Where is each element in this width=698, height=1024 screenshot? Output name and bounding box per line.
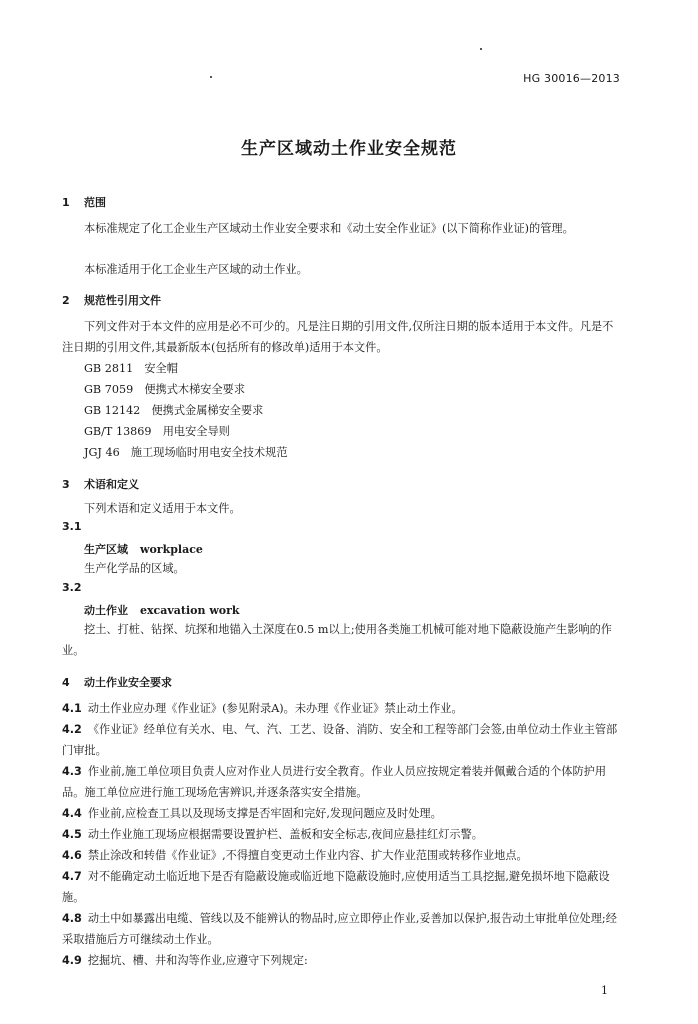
clause-number: 4.4: [62, 807, 82, 820]
term-chinese: 生产区域: [84, 543, 128, 556]
term-chinese: 动土作业: [84, 604, 128, 617]
term-definition: 生产化学品的区域。: [84, 562, 185, 575]
clause: [62, 719, 622, 761]
clause-text: 动土作业应办理《作业证》(参见附录A)。未办理《作业证》禁止动土作业。: [87, 702, 463, 715]
clause-text: 作业前,施工单位项目负责人应对作业人员进行安全教育。作业人员应按规定着装并佩戴合适的个体防护用品。施工单位应进行施工现场危害辨识,并逐条落实安全措施。: [62, 765, 607, 799]
standard-code: HG 30016—2013: [523, 72, 620, 85]
paragraph: 下列术语和定义适用于本文件。: [84, 502, 241, 515]
paragraph: 本标准规定了化工企业生产区域动土作业安全要求和《动土安全作业证》(以下简称作业证)的管理。: [84, 222, 574, 235]
term-english: excavation work: [140, 604, 240, 617]
paragraph: 本标准适用于化工企业生产区域的动土作业。: [84, 263, 308, 276]
section-number: 3: [62, 478, 70, 491]
section-title: 术语和定义: [84, 478, 139, 491]
clause-number: 4.3: [62, 765, 82, 778]
clause-text: 动土作业施工现场应根据需要设置护栏、盖板和安全标志,夜间应悬挂红灯示警。: [87, 828, 483, 841]
clause: [62, 866, 622, 908]
term-number: 3.1: [62, 520, 82, 533]
reference-item: GB 7059 便携式木梯安全要求: [84, 383, 246, 396]
clause-number: 4.6: [62, 849, 82, 862]
clause: [62, 824, 622, 845]
clause: [62, 908, 622, 950]
term-definition: 挖土、打桩、钻探、坑探和地锚入土深度在0.5 m以上;使用各类施工机械可能对地下隐蔽设施产生影响的作业。: [62, 623, 612, 657]
paragraph: 下列文件对于本文件的应用是必不可少的。凡是注日期的引用文件,仅所注日期的版本适用于本文件。凡是不注日期的引用文件,其最新版本(包括所有的修改单)适用于本文件。: [62, 320, 614, 354]
section-number: 2: [62, 294, 70, 307]
reference-item: GB 12142 便携式金属梯安全要求: [84, 404, 264, 417]
scan-speck: [210, 76, 212, 78]
scan-speck: [480, 48, 482, 50]
clause-text: 作业前,应检查工具以及现场支撑是否牢固和完好,发现问题应及时处理。: [87, 807, 442, 820]
section-2-heading: [62, 292, 161, 308]
clause-number: 4.2: [62, 723, 82, 736]
clause: [62, 803, 622, 824]
clause-number: 4.9: [62, 954, 82, 967]
section-1-heading: [62, 194, 106, 210]
term-heading: [84, 602, 240, 618]
term-english: workplace: [140, 543, 203, 556]
section-title: 规范性引用文件: [84, 294, 161, 307]
reference-item: GB 2811 安全帽: [84, 362, 178, 375]
clause-text: 挖掘坑、槽、井和沟等作业,应遵守下列规定:: [87, 954, 308, 967]
clause-text: 对不能确定动土临近地下是否有隐蔽设施或临近地下隐蔽设施时,应使用适当工具挖掘,避免损坏地下隐蔽设施。: [62, 870, 610, 904]
clause: [62, 845, 622, 866]
document-title: 生产区域动土作业安全规范: [241, 139, 457, 159]
clause-number: 4.8: [62, 912, 82, 925]
reference-item: JGJ 46 施工现场临时用电安全技术规范: [84, 446, 288, 459]
clause-text: 《作业证》经单位有关水、电、气、汽、工艺、设备、消防、安全和工程等部门会签,由单位动土作业主管部门审批。: [62, 723, 618, 757]
clause-text: 动土中如暴露出电缆、管线以及不能辨认的物品时,应立即停止作业,妥善加以保护,报告动土审批单位处理;经采取措施后方可继续动土作业。: [62, 912, 617, 946]
clause-text: 禁止涂改和转借《作业证》,不得擅自变更动土作业内容、扩大作业范围或转移作业地点。: [87, 849, 528, 862]
clause-number: 4.1: [62, 702, 82, 715]
clause-number: 4.5: [62, 828, 82, 841]
clause: [62, 761, 622, 803]
term-number: 3.2: [62, 581, 82, 594]
section-number: 4: [62, 676, 70, 689]
section-number: 1: [62, 196, 70, 209]
clause: [62, 698, 622, 719]
page-number: 1: [601, 984, 608, 997]
section-3-heading: [62, 476, 139, 492]
clause-number: 4.7: [62, 870, 82, 883]
section-title: 范围: [84, 196, 106, 209]
clause: [62, 950, 622, 971]
reference-item: GB/T 13869 用电安全导则: [84, 425, 230, 438]
term-heading: [84, 541, 203, 557]
section-4-heading: [62, 674, 172, 690]
section-title: 动土作业安全要求: [84, 676, 172, 689]
